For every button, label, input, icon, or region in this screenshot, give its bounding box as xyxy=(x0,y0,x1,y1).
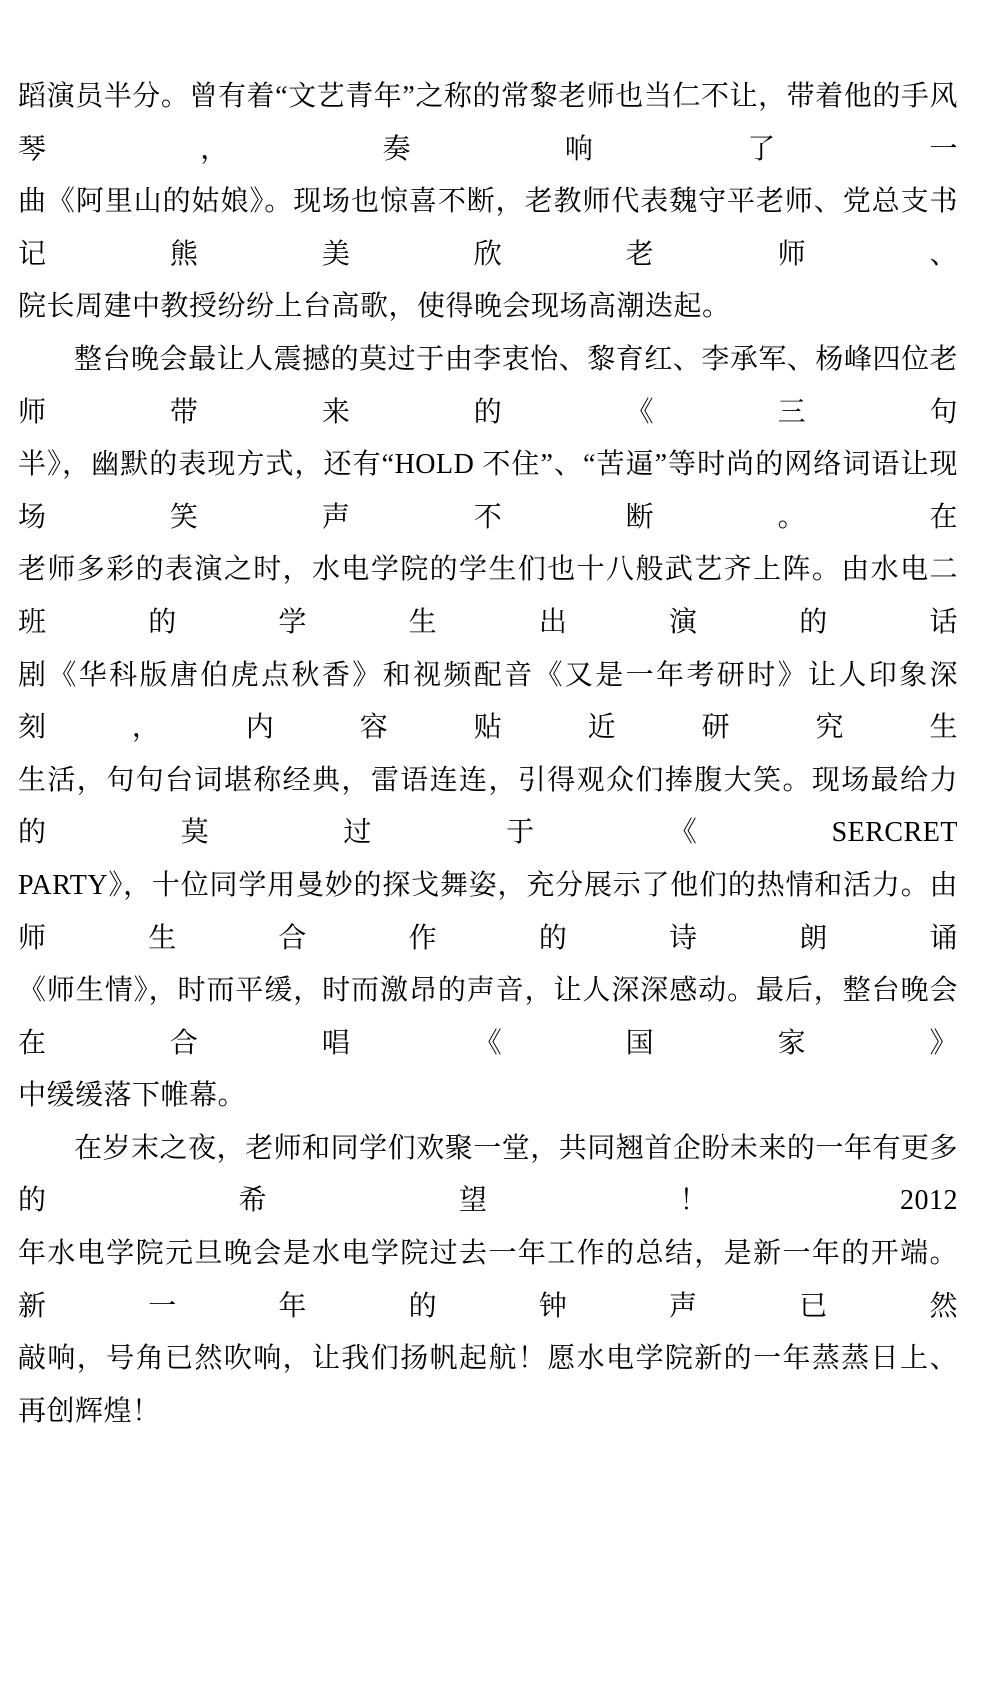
text-line: 老师多彩的表演之时，水电学院的学生们也十八般武艺齐上阵。由水电二班的学生出演的话 xyxy=(18,554,958,638)
text-line: 生活，句句台词堪称经典，雷语连连，引得观众们捧腹大笑。现场最给力的莫过于《SERCRET xyxy=(18,764,958,849)
paragraph-2 xyxy=(18,334,958,1123)
text-line: 敲响，号角已然吹响，让我们扬帆起航！愿水电学院新的一年蒸蒸日上、再创辉煌！ xyxy=(18,1343,958,1427)
text-line: PARTY》，十位同学用曼妙的探戈舞姿，充分展示了他们的热情和活力。由师生合作的诗朗诵 xyxy=(18,869,958,954)
text-line: 曲《阿里山的姑娘》。现场也惊喜不断，老教师代表魏守平老师、党总支书记熊美欣老师、 xyxy=(18,186,958,270)
text-line: 整台晚会最让人震撼的莫过于由李衷怡、黎育红、李承军、杨峰四位老师带来的《三句 xyxy=(18,343,958,428)
text-line: 中缓缓落下帷幕。 xyxy=(18,1080,247,1112)
text-line: 在岁末之夜，老师和同学们欢聚一堂，共同翘首企盼未来的一年有更多的希望！2012 xyxy=(18,1132,958,1217)
text-line: 院长周建中教授纷纷上台高歌，使得晚会现场高潮迭起。 xyxy=(18,291,731,323)
paragraph-1 xyxy=(18,71,958,334)
text-line: 年水电学院元旦晚会是水电学院过去一年工作的总结，是新一年的开端。新一年的钟声已然 xyxy=(18,1238,958,1322)
text-line: 剧《华科版唐伯虎点秋香》和视频配音《又是一年考研时》让人印象深刻，内容贴近研究生 xyxy=(18,659,958,744)
paragraph-3 xyxy=(18,1123,958,1439)
text-line: 蹈演员半分。曾有着“文艺青年”之称的常黎老师也当仁不让，带着他的手风琴，奏响了一 xyxy=(18,81,959,165)
text-line: 《师生情》，时而平缓，时而激昂的声音，让人深深感动。最后，整台晚会在合唱《国家》 xyxy=(18,975,958,1059)
text-line: 半》，幽默的表现方式，还有“HOLD 不住”、“苦逼”等时尚的网络词语让现场笑声不断。在 xyxy=(18,449,958,533)
